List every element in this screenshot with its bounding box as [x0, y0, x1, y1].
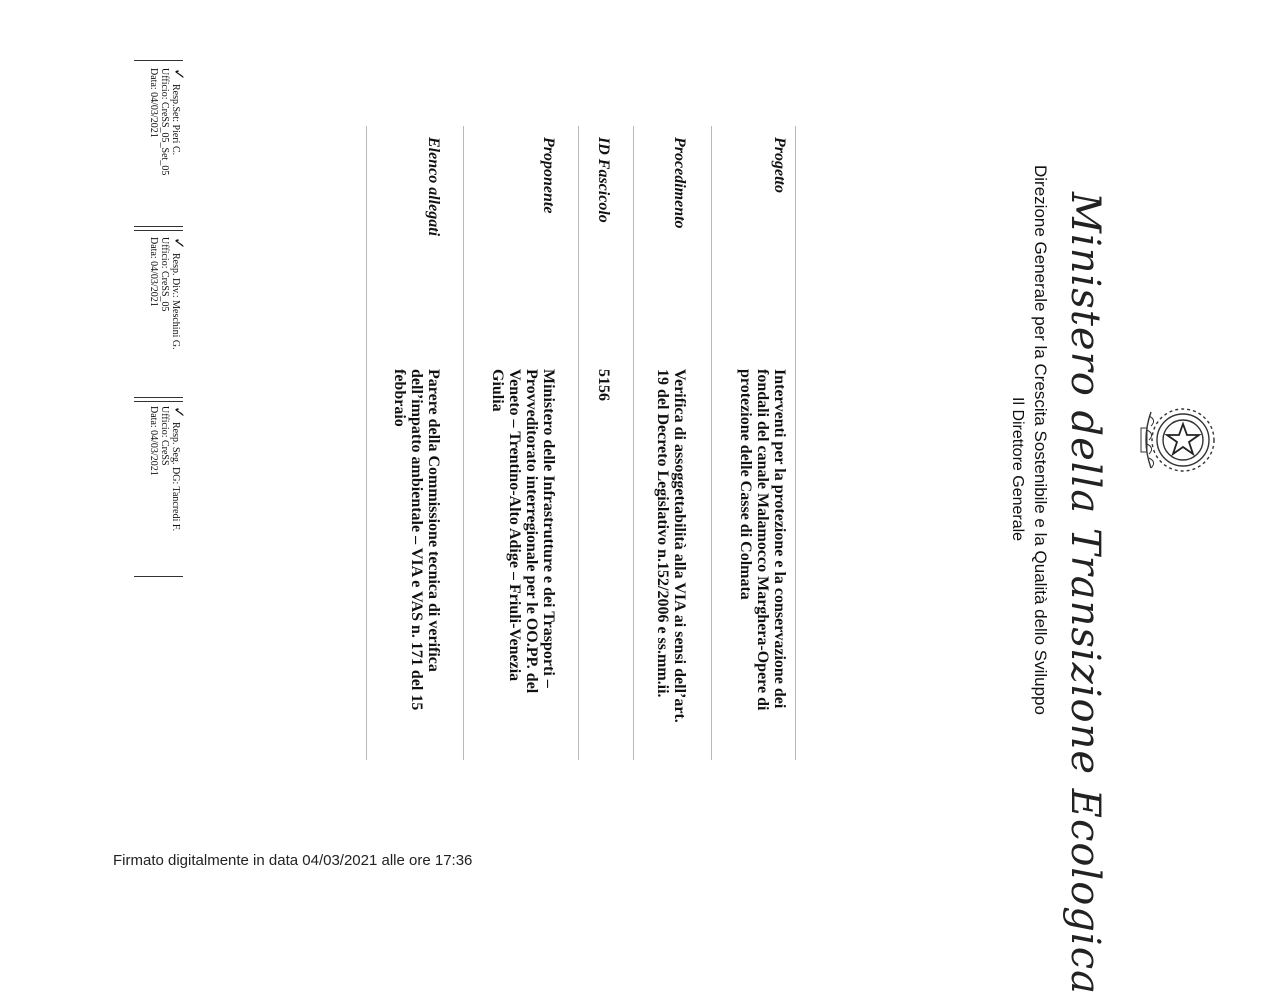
signature-rule	[134, 401, 183, 402]
rule-top	[795, 126, 796, 760]
allegati-line: Parere della Commissione tecnica di verifica	[425, 369, 442, 672]
rule-1	[711, 126, 712, 760]
signature-rule	[134, 397, 183, 398]
allegati-line: dell’impatto ambientale – VIA e VAS n. 171 del 15	[408, 369, 425, 711]
rule-bottom	[366, 126, 367, 760]
procedimento-line: Verifica di assoggettabilità alla VIA ai sensi dell’art.	[671, 369, 688, 723]
signature-resp: Resp. Div.: Meschini G.	[170, 253, 181, 350]
signature-data: Data: 04/03/2021	[148, 237, 159, 307]
signature-block	[148, 237, 186, 350]
label-elenco-allegati: Elenco allegati	[425, 137, 442, 237]
signature-ufficio: Ufficio: CreSS_05_Set_05	[159, 68, 170, 176]
signature-rule	[134, 230, 183, 231]
signature-rule	[134, 60, 183, 61]
proponente-line: Provveditorato interregionale per le OO.PP. del	[523, 369, 540, 694]
proponente-line: Ministero delle Infrastrutture e dei Trasporti –	[540, 369, 557, 688]
digital-signature-note: Firmato digitalmente in data 04/03/2021 alle ore 17:36	[113, 852, 473, 869]
signature-block	[148, 406, 186, 532]
proponente-line: Veneto – Trentino-Alto Adige – Friuli-Venezia	[506, 369, 523, 682]
checkmark-icon: ✓	[170, 68, 186, 81]
rule-4	[463, 126, 464, 760]
signature-ufficio: Ufficio: CreSS	[159, 406, 170, 466]
procedimento-line: 19 del Decreto Legislativo n.152/2006 e ss.mm.ii.	[654, 369, 671, 698]
signature-ufficio: Ufficio: CreSS_05	[159, 237, 170, 312]
allegati-line: febbraio	[391, 369, 408, 427]
direttore-title: Il Direttore Generale	[1009, 397, 1026, 542]
value-progetto	[737, 369, 788, 710]
checkmark-icon: ✓	[170, 406, 186, 419]
progetto-line: Interventi per la protezione e la conservazione dei	[771, 369, 788, 709]
signature-data: Data: 04/03/2021	[148, 68, 159, 138]
value-proponente	[489, 369, 557, 693]
ministry-title: Ministero della Transizione Ecologica	[1062, 192, 1108, 995]
label-id-fascicolo: ID Fascicolo	[595, 137, 612, 223]
label-procedimento: Procedimento	[671, 137, 688, 229]
label-proponente: Proponente	[540, 137, 557, 214]
signature-data: Data: 04/03/2021	[148, 406, 159, 476]
signature-resp: Resp.Set: Pieri C.	[170, 84, 181, 156]
checkmark-icon: ✓	[170, 237, 186, 250]
signature-rule	[134, 576, 183, 577]
rule-3	[578, 126, 579, 760]
signature-rule	[134, 226, 183, 227]
value-procedimento	[654, 369, 688, 723]
direzione-title: Direzione Generale per la Crescita Sostenibile e la Qualità dello Sviluppo	[1031, 165, 1050, 715]
label-progetto: Progetto	[771, 137, 788, 193]
value-id-fascicolo: 5156	[595, 369, 612, 401]
rule-2	[633, 126, 634, 760]
signature-resp: Resp. Seg. DG: Tancredi F.	[170, 422, 181, 532]
progetto-line: fondali del canale Malamocco Marghera-Opere di	[754, 369, 771, 711]
proponente-line: Giulia	[489, 369, 506, 412]
republic-emblem-icon	[1137, 398, 1221, 482]
value-elenco-allegati	[391, 369, 442, 710]
progetto-line: protezione delle Casse di Colmata	[737, 369, 754, 600]
signature-block	[148, 68, 186, 176]
